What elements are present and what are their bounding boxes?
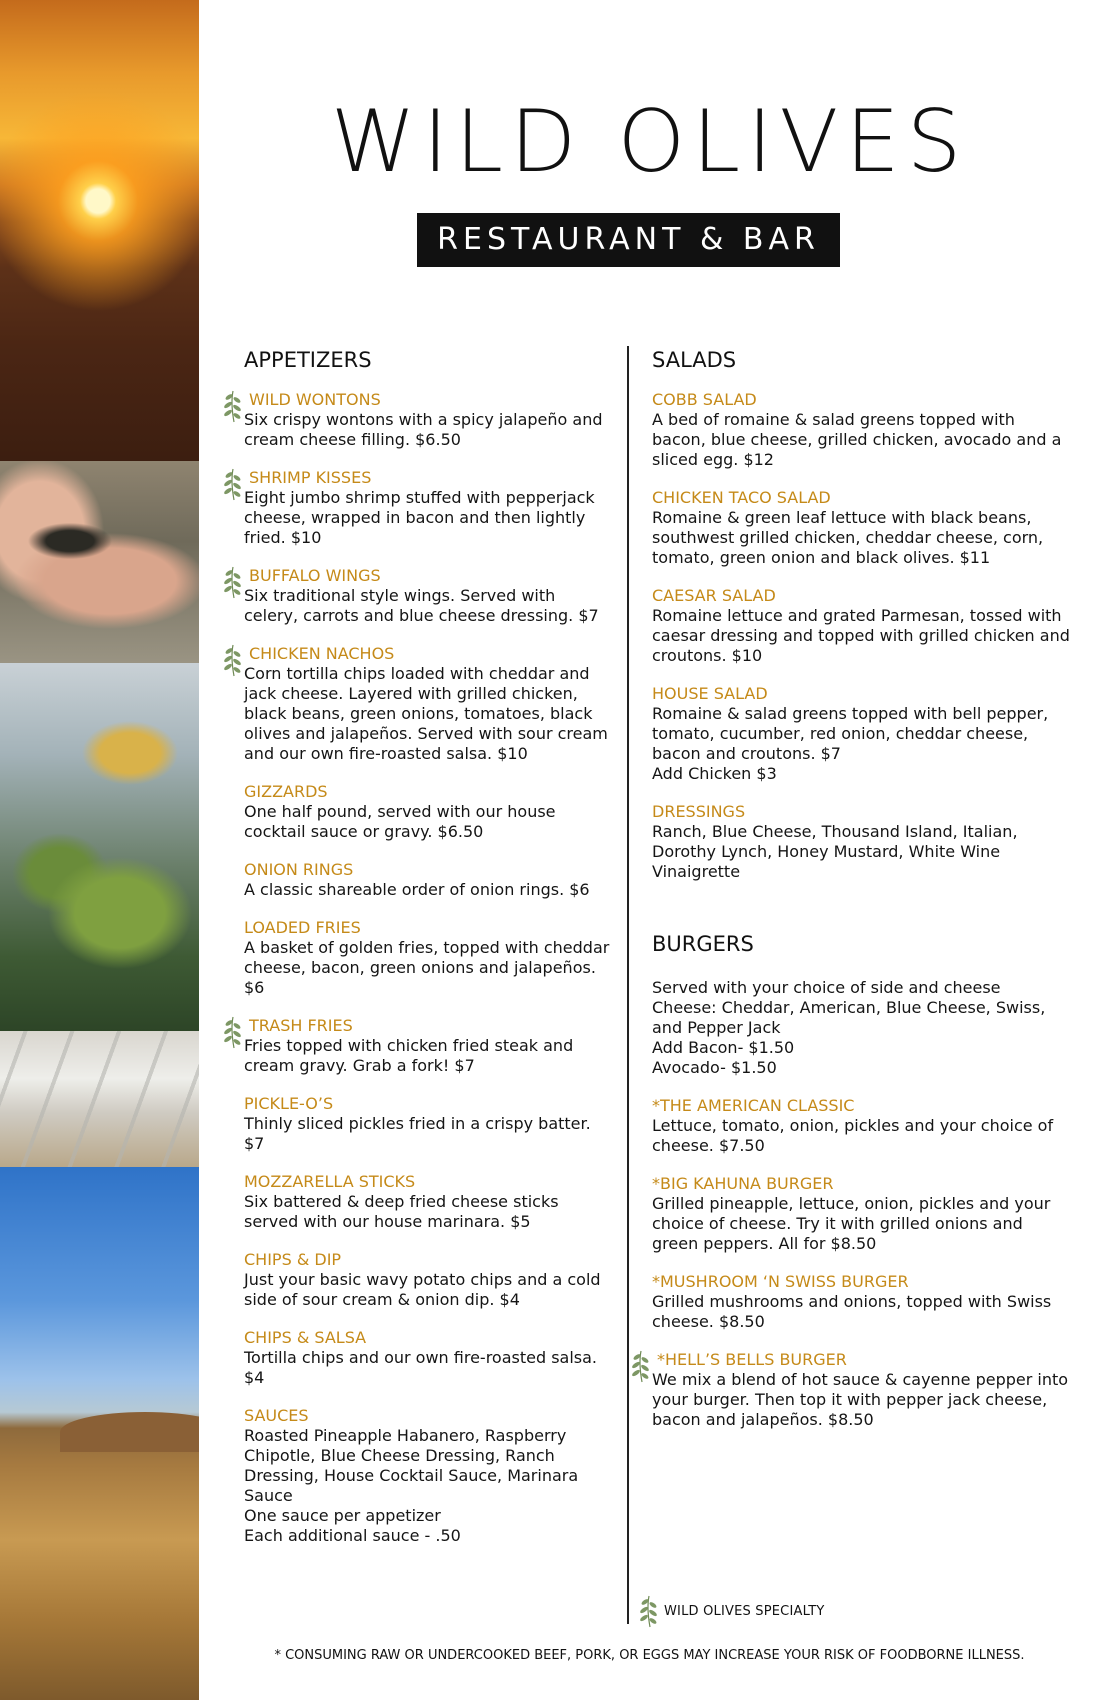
olive-branch-icon xyxy=(222,467,242,501)
hands-holding-frog-photo xyxy=(0,461,199,663)
salads-list xyxy=(652,390,1072,882)
appetizer-item xyxy=(244,918,614,998)
appetizer-note: One sauce per appetizer xyxy=(244,1506,441,1525)
appetizer-name: MOZZARELLA STICKS xyxy=(244,1172,416,1191)
salads-heading: SALADS xyxy=(652,348,737,372)
appetizer-description: A classic shareable order of onion rings. $6 xyxy=(244,880,590,899)
salad-description: Romaine & salad greens topped with bell pepper, tomato, cucumber, red onion, cheddar cheese, bacon and croutons. $7 xyxy=(652,704,1049,763)
appetizer-name: TRASH FRIES xyxy=(249,1016,353,1035)
appetizer-item xyxy=(244,782,614,842)
olive-branch-icon xyxy=(222,565,242,599)
appetizer-name: CHIPS & DIP xyxy=(244,1250,342,1269)
burger-intro-line: Avocado- $1.50 xyxy=(652,1058,777,1077)
photo-strip xyxy=(0,0,199,1700)
burger-description: Grilled pineapple, lettuce, onion, pickles and your choice of cheese. Try it with grilled onions and green peppers. All for $8.50 xyxy=(652,1194,1051,1253)
appetizer-item xyxy=(244,1094,614,1154)
burger-item xyxy=(652,1350,1072,1430)
appetizer-name: LOADED FRIES xyxy=(244,918,361,937)
salad-name: CHICKEN TACO SALAD xyxy=(652,488,831,507)
canoes-photo xyxy=(0,1031,199,1167)
appetizer-description: Six battered & deep fried cheese sticks served with our house marinara. $5 xyxy=(244,1192,559,1231)
sunset-field-photo xyxy=(0,0,199,461)
appetizer-description: One half pound, served with our house cocktail sauce or gravy. $6.50 xyxy=(244,802,556,841)
cottonwood-leaves-photo xyxy=(0,663,199,1031)
appetizer-description: Just your basic wavy potato chips and a cold side of sour cream & onion dip. $4 xyxy=(244,1270,601,1309)
salad-item xyxy=(652,802,1072,882)
appetizer-name: WILD WONTONS xyxy=(249,390,381,409)
appetizer-description: Fries topped with chicken fried steak and cream gravy. Grab a fork! $7 xyxy=(244,1036,574,1075)
appetizer-note: Each additional sauce - .50 xyxy=(244,1526,461,1545)
appetizer-item xyxy=(244,1328,614,1388)
olive-branch-icon xyxy=(222,389,242,423)
salad-name: COBB SALAD xyxy=(652,390,757,409)
appetizer-description: Six traditional style wings. Served with celery, carrots and blue cheese dressing. $7 xyxy=(244,586,599,625)
burger-description: We mix a blend of hot sauce & cayenne pepper into your burger. Then top it with pepper jack cheese, bacon and jalapeños. $8.50 xyxy=(652,1370,1069,1429)
appetizer-name: SHRIMP KISSES xyxy=(249,468,372,487)
olive-branch-icon xyxy=(630,1349,650,1383)
olive-branch-icon xyxy=(222,1015,242,1049)
appetizer-description: Corn tortilla chips loaded with cheddar and jack cheese. Layered with grilled chicken, black beans, green onions, tomatoes, black olives and jalapeños. Served with sour cream and our own fire-roasted salsa. $10 xyxy=(244,664,608,763)
appetizer-name: GIZZARDS xyxy=(244,782,328,801)
burger-item xyxy=(652,1272,1072,1332)
salad-item xyxy=(652,586,1072,666)
appetizer-name: SAUCES xyxy=(244,1406,309,1425)
appetizer-description: Eight jumbo shrimp stuffed with pepperjack cheese, wrapped in bacon and then lightly fried. $10 xyxy=(244,488,595,547)
burger-name: *MUSHROOM ‘N SWISS BURGER xyxy=(652,1272,909,1291)
appetizer-description: Tortilla chips and our own fire-roasted salsa. $4 xyxy=(244,1348,598,1387)
appetizer-item xyxy=(244,1406,614,1546)
health-disclaimer: * CONSUMING RAW OR UNDERCOOKED BEEF, PORK, OR EGGS MAY INCREASE YOUR RISK OF FOODBORNE ILLNESS. xyxy=(274,1648,1025,1663)
specialty-legend xyxy=(638,1594,825,1628)
appetizer-item xyxy=(244,1250,614,1310)
appetizer-name: CHIPS & SALSA xyxy=(244,1328,367,1347)
burger-description: Lettuce, tomato, onion, pickles and your choice of cheese. $7.50 xyxy=(652,1116,1054,1155)
burger-item xyxy=(652,1096,1072,1156)
burgers-intro xyxy=(652,978,1072,1078)
appetizer-item xyxy=(244,860,614,900)
appetizer-item xyxy=(244,468,614,548)
appetizer-description: A basket of golden fries, topped with cheddar cheese, bacon, green onions and jalapeños. $6 xyxy=(244,938,610,997)
salad-name: HOUSE SALAD xyxy=(652,684,768,703)
appetizer-description: Six crispy wontons with a spicy jalapeño and cream cheese filling. $6.50 xyxy=(244,410,603,449)
salad-item xyxy=(652,488,1072,568)
burgers-heading: BURGERS xyxy=(652,932,754,956)
appetizer-name: ONION RINGS xyxy=(244,860,354,879)
salad-description: A bed of romaine & salad greens topped with bacon, blue cheese, grilled chicken, avocado and a sliced egg. $12 xyxy=(652,410,1062,469)
appetizer-description: Thinly sliced pickles fried in a crispy batter. $7 xyxy=(244,1114,591,1153)
prairie-sky-photo xyxy=(0,1167,199,1700)
appetizers-heading: APPETIZERS xyxy=(244,348,372,372)
appetizers-column xyxy=(244,344,614,1564)
burger-description: Grilled mushrooms and onions, topped with Swiss cheese. $8.50 xyxy=(652,1292,1052,1331)
burger-intro-line: Cheese: Cheddar, American, Blue Cheese, Swiss, and Pepper Jack xyxy=(652,998,1046,1037)
burger-name: *HELL’S BELLS BURGER xyxy=(657,1350,847,1369)
salad-item xyxy=(652,390,1072,470)
olive-branch-icon xyxy=(638,1594,658,1628)
appetizer-item xyxy=(244,390,614,450)
appetizer-name: BUFFALO WINGS xyxy=(249,566,381,585)
olive-branch-icon xyxy=(222,643,242,677)
burgers-list xyxy=(652,1096,1072,1430)
appetizer-item xyxy=(244,1016,614,1076)
hill-shape xyxy=(60,1412,199,1452)
appetizer-item xyxy=(244,566,614,626)
restaurant-name: WILD OLIVES xyxy=(330,92,969,192)
appetizer-item xyxy=(244,644,614,764)
salad-name: DRESSINGS xyxy=(652,802,746,821)
burger-item xyxy=(652,1174,1072,1254)
burger-intro-line: Served with your choice of side and cheese xyxy=(652,978,1001,997)
legend-label: WILD OLIVES SPECIALTY xyxy=(664,1603,825,1619)
salad-description: Romaine lettuce and grated Parmesan, tossed with caesar dressing and topped with grilled chicken and croutons. $10 xyxy=(652,606,1070,665)
salads-burgers-column xyxy=(652,344,1072,1448)
restaurant-subtitle: RESTAURANT & BAR xyxy=(417,213,840,267)
burger-name: *THE AMERICAN CLASSIC xyxy=(652,1096,855,1115)
appetizers-list xyxy=(244,390,614,1546)
appetizer-description: Roasted Pineapple Habanero, Raspberry Chipotle, Blue Cheese Dressing, Ranch Dressing, House Cocktail Sauce, Marinara Sauce xyxy=(244,1426,579,1505)
salad-item xyxy=(652,684,1072,784)
salad-note: Add Chicken $3 xyxy=(652,764,777,783)
salad-name: CAESAR SALAD xyxy=(652,586,776,605)
salad-description: Romaine & green leaf lettuce with black beans, southwest grilled chicken, cheddar cheese, corn, tomato, green onion and black olives. $11 xyxy=(652,508,1044,567)
salad-description: Ranch, Blue Cheese, Thousand Island, Italian, Dorothy Lynch, Honey Mustard, White Wine Vinaigrette xyxy=(652,822,1018,881)
appetizer-item xyxy=(244,1172,614,1232)
burger-intro-line: Add Bacon- $1.50 xyxy=(652,1038,795,1057)
appetizer-name: PICKLE-O’S xyxy=(244,1094,334,1113)
appetizer-name: CHICKEN NACHOS xyxy=(249,644,395,663)
column-divider xyxy=(627,346,629,1624)
burger-name: *BIG KAHUNA BURGER xyxy=(652,1174,834,1193)
